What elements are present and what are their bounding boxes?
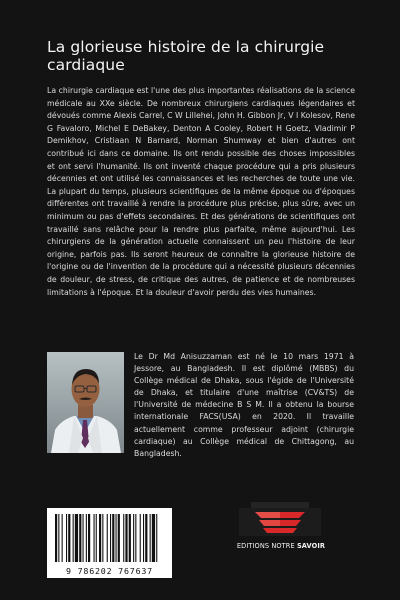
- barcode-bar: [152, 514, 155, 562]
- barcode-bar: [143, 514, 144, 562]
- barcode-bar: [156, 514, 157, 562]
- barcode-bar: [133, 514, 134, 562]
- barcode-bar: [125, 514, 127, 562]
- publisher-logo: [233, 498, 327, 542]
- barcode-bar: [86, 514, 87, 562]
- barcode-bar: [145, 514, 147, 562]
- barcode-bar: [102, 514, 103, 562]
- publisher-logo-mark: [233, 498, 327, 542]
- book-description: La chirurgie cardiaque est l'une des plus importantes réalisations de la science médicale au XXe siècle. De nombreux chirurgiens cardiaques légendaires et dévoués comme Alexis Carrel, C W Lillehei, John H. Gibbon Jr, V I Kolesov, Rene G Favaloro, Michel E DeBakey, Denton A Cooley, Robert H Goetz, Vladimir P Demikhov, Cristiaan N Barnard, Norman Shumway et bien d'autres ont contribué ici dans ce domaine. Ils ont rendu possible des choses impossibles et ont servi l'humanité. Ils ont inventé chaque procédure qui a pris plusieurs décennies et ont utilisé les connaissances et les recherches de toute une vie. La plupart du temps, plusieurs scientifiques de la même époque ou d'époques différentes ont travaillé à rendre la procédure plus précise, plus sûre, avec un minimum ou pas d'effets secondaires. Et des générations de scientifiques ont travaillé sans relâche pour la rendre plus parfaite, même aujourd'hui. Les chirurgiens de la génération actuelle connaissent un peu l'histoire de leur origine, parfois pas. Ils seront heureux de connaître la glorieuse histoire de l'origine ou de l'invention de la procédure qui a nécessité plusieurs décennies de douleur, de stress, de critique des autres, de patience et de nombreuses limitations à l'époque. Et la douleur d'avoir perdu des vies humaines.: [47, 86, 355, 297]
- barcode-bar: [116, 514, 117, 562]
- barcode-bar: [66, 514, 67, 562]
- publisher-name-prefix: EDITIONS NOTRE: [236, 542, 297, 550]
- barcode-bar: [110, 514, 111, 562]
- barcode-bar: [96, 514, 97, 562]
- barcode-bar: [135, 514, 136, 562]
- isbn-barcode: [47, 508, 172, 578]
- barcode-bar: [73, 514, 74, 562]
- barcode-bar: [150, 514, 151, 562]
- barcode-bar: [129, 514, 131, 562]
- barcode-bar: [123, 514, 124, 562]
- book-title: La glorieuse histoire de la chirurgie cardiaque: [47, 38, 325, 74]
- barcode-bar: [62, 514, 63, 562]
- barcode-bar: [118, 514, 120, 562]
- barcode-bar: [94, 514, 95, 562]
- author-photo: [47, 352, 124, 453]
- isbn-number: 9 786202 767637: [66, 566, 153, 576]
- barcode-bar: [99, 514, 101, 562]
- barcode-bar: [55, 514, 57, 562]
- author-portrait-image: [47, 352, 124, 453]
- author-bio: Le Dr Md Anisuzzaman est né le 10 mars 1971 à Jessore, au Bangladesh. Il est diplômé (MBBS) du Collège médical de Dhaka, sous l'égide de l'Université de Dhaka, et titulaire d'une maîtrise (CV&TS) de l'Université de médecine B S M. Il a obtenu la bourse internationale FACS(USA) en 2020. Il travaille actuellement comme professeur adjoint (chirurgie cardiaque) au Collège médical de Chittagong, au Bangladesh.: [134, 352, 354, 458]
- barcode-bars: [47, 508, 172, 566]
- barcode-bar: [140, 514, 141, 562]
- barcode-bar: [58, 514, 59, 562]
- barcode-bar: [68, 514, 70, 562]
- barcode-bar: [88, 514, 90, 562]
- barcode-bar: [112, 514, 114, 562]
- barcode-bar: [75, 514, 78, 562]
- barcode-bar: [107, 514, 108, 562]
- barcode-bar: [79, 514, 81, 562]
- publisher-name: [226, 542, 336, 550]
- barcode-bar: [83, 514, 84, 562]
- publisher-name-bold: SAVOIR: [296, 542, 326, 550]
